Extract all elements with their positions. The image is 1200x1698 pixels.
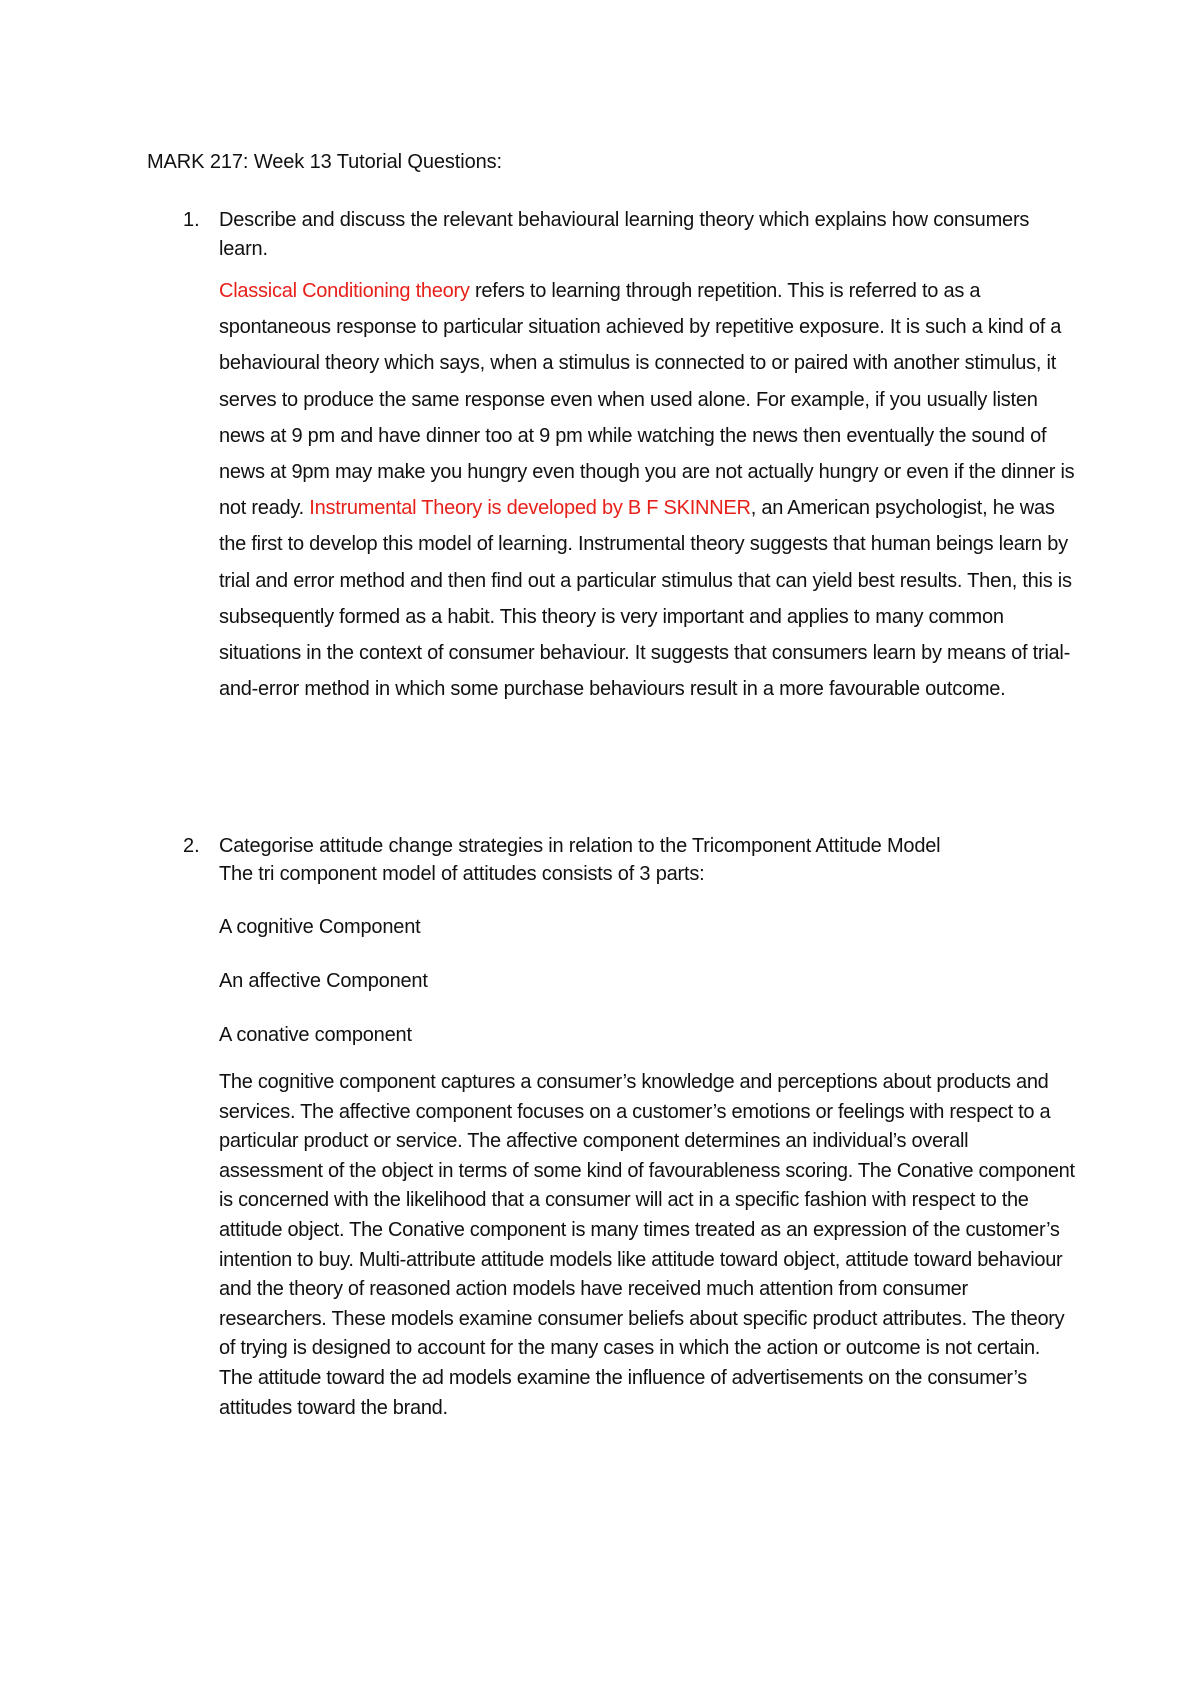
highlight-instrumental-theory: Instrumental Theory is developed by B F SKINNER: [309, 497, 751, 520]
question-2-number: 2.: [183, 835, 200, 857]
highlight-classical-conditioning: Classical Conditioning theory: [219, 280, 470, 302]
question-2-answer: The cognitive component captures a consumer’s knowledge and perceptions about products and services. The affective component focuses on a customer’s emotions or feelings with respect to a particular product or service. The affective component determines an individual’s overall assessment of the object in terms of some kind of favourableness scoring. The Conative component is concerned with the likelihood that a consumer will act in a specific fashion with respect to the attitude object. The Conative component is many times treated as an expression of the customer’s intention to buy. Multi-attribute attitude models like attitude toward object, attitude toward behaviour and the theory of reasoned action models have received much attention from consumer researchers. These models examine consumer beliefs about specific product attributes. The theory of trying is designed to account for the many cases in which the action or outcome is not certain. The attitude toward the ad models examine the influence of advertisements on the consumer’s attitudes toward the brand.: [219, 1071, 1075, 1419]
component-conative: A conative component: [219, 1024, 412, 1046]
document-title: MARK 217: Week 13 Tutorial Questions:: [147, 151, 502, 173]
question-2-intro: The tri component model of attitudes consists of 3 parts:: [219, 863, 705, 885]
question-2-text: Categorise attitude change strategies in relation to the Tricomponent Attitude Model: [219, 835, 941, 857]
component-cognitive: A cognitive Component: [219, 916, 421, 938]
question-1-text: Describe and discuss the relevant behavioural learning theory which explains how consumers learn.: [219, 209, 1030, 260]
answer-1-part-1: refers to learning through repetition. This is referred to as a spontaneous response to particular situation achieved by repetitive exposure. It is such a kind of a behavioural theory which says, when a stimulus is connected to or paired with another stimulus, it serves to produce the same response even when used alone. For example, if you usually listen news at 9 pm and have dinner too at 9 pm while watching the news then eventually the sound of news at 9pm may make you hungry even though you are not actually hungry or even if the dinner is not ready.: [219, 280, 1075, 520]
question-1-answer: [219, 273, 1077, 707]
question-1-number: 1.: [183, 209, 200, 231]
answer-1-part-2: , an American psychologist, he was the first to develop this model of learning. Instrumental theory suggests that human beings learn by trial and error method and then find out a particular stimulus that can yield best results. Then, this is subsequently formed as a habit. This theory is very important and applies to many common situations in the context of consumer behaviour. It suggests that consumers learn by means of trial-and-error method in which some purchase behaviours result in a more favourable outcome.: [219, 497, 1072, 701]
component-affective: An affective Component: [219, 970, 428, 992]
